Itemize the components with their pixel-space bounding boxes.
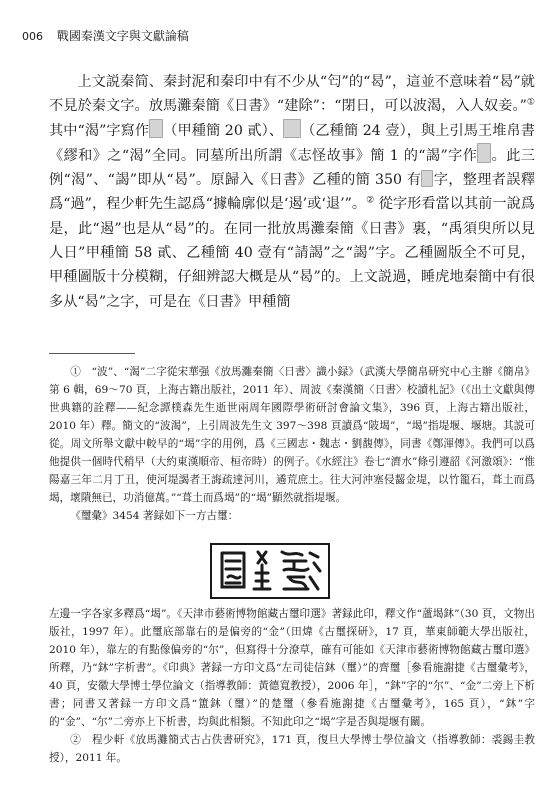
footnotes-top <box>49 363 535 525</box>
main-text <box>49 70 535 314</box>
text-run: 。此三例“渴”、“謁”即从“曷”。原歸入《日書》乙種的簡 350 有 <box>49 147 535 189</box>
character-image-ke-yi24 <box>283 119 301 138</box>
body-paragraph <box>49 70 535 314</box>
footnote-1-continued: 左邊一字各家多釋爲“堨”。《天津市藝術博物館藏古璽印選》著録此印，釋文作“蘆堨鈢”（30 頁，文物出版社，1997 年）。此璽底部靠右的是偏旁的“金”（田煒《古璽探研》，17 頁，華東師範大學出版社，2010 年），靠左的有點像偏旁的“尔”，但寫得十分潦草，確有可能如《天津市藝術博物館藏古璽印選》所釋，乃“鈢”字析書”。《印典》著録一方印文爲“左司徒信鈢（璽）”的齊璽［參看施謝捷《古璽彙考》，40 頁，安徽大學博士學位論文（指導教師：黃德寬教授），2006 年］，“鈢”字的“尔”、“金”二旁上下析書；同書又著録一方印文爲“簠鈢（璽）”的楚璽（參看施謝捷《古璽彙考》，165 頁），“鈢”字的“金”、“尔”二旁亦上下析書，均與此相類。不知此印之“堨”字是否與堤堰有關。 <box>49 608 535 728</box>
book-title: 戰國秦漢文字與文獻論稿 <box>56 29 189 43</box>
text-run: 其中“渴”字寫作 <box>49 122 150 139</box>
footnote-divider <box>49 353 135 354</box>
ancient-seal-icon <box>210 543 330 599</box>
running-head <box>22 28 532 44</box>
character-image-ye <box>477 143 491 163</box>
text-run: 字，整理者誤釋爲“過”，程少軒先生認爲“據輪廓似是‘遏’或‘退’”。 <box>49 172 535 213</box>
footnote-1: ① “波”、“渴”二字從宋華强《放馬灘秦簡〈日書〉識小録》（武漢大學簡帛研究中心主辦《簡帛》第 6 輯，69～70 頁，上海古籍出版社，2011 年）、周波《秦漢簡〈日書〉校讀札記》（《出土文獻與傳世典籍的詮釋——紀念譚樸森先生逝世兩周年國際學術研討會論文集》，396 頁，上海古籍出版社，2010 年）釋。簡文的“波渴”，上引周波先生文 397～398 頁讀爲“陂堨”，“堨”指堤堰、堰塘。其説可從。周文所舉文獻中較早的“堨”字的用例，爲《三國志・魏志・劉馥傳》，同書《鄭渾傳》。我們可以爲他提供一個時代稍早（大約東漢順帝、桓帝時）的例子。《水經注》卷七“濟水”條引遵韶《河激頌》：“惟陽嘉三年二月丁丑，使河堤謁者王誨疏達河川，遹荒庶土。往大河沖塞侵齧金堤，以竹籠石，葺土而爲堨，壞隤無已，功消億萬。”“葺土而爲堨”的“堨”顯然就指堤堰。 <box>49 366 535 504</box>
seal-intro: 《璽彙》3454 著録如下一方古璽： <box>70 510 239 522</box>
text-run: （甲種簡 20 貳）、 <box>163 122 284 139</box>
character-image-ke-jia20 <box>149 119 163 138</box>
text-run: 從字形看當以其前一說爲是，此“遏”也是从“曷”的。在同一批放馬灘秦簡《日書》裏，“禹須臾所以見人日”甲種簡 58 貳、乙種簡 40 壹有“請謁”之“謁”字。乙種圖版全不可見，甲種圖版十分模糊，仔細辨認大概是从“曷”的。上文説過，睡虎地秦簡中有很多从“曷”之字，可是在《日書》甲種簡 <box>49 196 535 310</box>
text-run: 上文説秦简、秦封泥和秦印中有不少从“匄”的“曷”，這並不意味着“曷”就不見於秦文字。放馬灘秦簡《日書》“建除”：“閉日，可以波渴，入人奴妾。” <box>49 74 535 115</box>
text-run: （乙種簡 24 壹），與上引馬王堆帛書《繆和》之“渴”全同。同墓所出所謂《志怪故事》簡 1 的“謁”字作 <box>49 122 535 164</box>
character-image-e-350 <box>421 170 433 187</box>
footnote-ref-1[interactable]: ① <box>526 97 535 108</box>
page-number: 006 <box>22 30 43 43</box>
footnote-2: ② 程少軒《放馬灘簡式古占佚書研究》，171 頁，復旦大學博士學位論文（指導教師：裘錫圭教授），2011 年。 <box>49 734 535 764</box>
footnotes-bottom <box>49 605 535 767</box>
seal-impression-image <box>210 543 330 599</box>
footnote-ref-2[interactable]: ② <box>366 195 375 206</box>
